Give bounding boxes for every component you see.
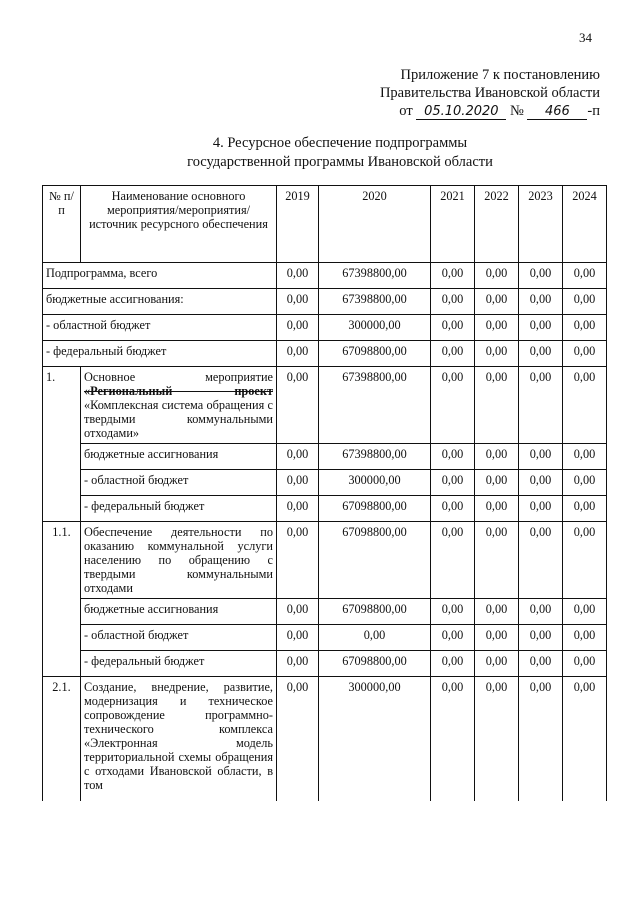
cell-value: 0,00	[431, 599, 475, 625]
cell-value: 0,00	[431, 341, 475, 367]
cell-value: 0,00	[475, 470, 519, 496]
cell-value: 0,00	[475, 315, 519, 341]
cell-value: 0,00	[277, 496, 319, 522]
cell-value: 0,00	[431, 367, 475, 444]
cell-value: 0,00	[563, 651, 607, 677]
cell-value: 0,00	[431, 263, 475, 289]
cell-value: 67098800,00	[319, 599, 431, 625]
cell-value: 0,00	[277, 367, 319, 444]
row-index: 1.1.	[43, 522, 81, 677]
cell-value: 0,00	[431, 315, 475, 341]
cell-value: 0,00	[475, 677, 519, 802]
cell-value: 0,00	[277, 470, 319, 496]
cell-value: 0,00	[475, 625, 519, 651]
row-label: бюджетные ассигнования	[81, 599, 277, 625]
section-title-line-1: 4. Ресурсное обеспечение подпрограммы	[212, 135, 468, 151]
table-row	[43, 263, 607, 289]
cell-value: 0,00	[519, 289, 563, 315]
cell-value: 0,00	[319, 625, 431, 651]
cell-value: 0,00	[519, 522, 563, 599]
cell-value: 0,00	[431, 496, 475, 522]
cell-value: 300000,00	[319, 315, 431, 341]
cell-value: 0,00	[563, 341, 607, 367]
cell-value: 0,00	[563, 625, 607, 651]
cell-value: 0,00	[475, 496, 519, 522]
cell-value: 67398800,00	[319, 444, 431, 470]
cell-value: 67398800,00	[319, 367, 431, 444]
cell-value: 0,00	[277, 651, 319, 677]
row-label: - федеральный бюджет	[43, 341, 277, 367]
cell-value: 0,00	[563, 496, 607, 522]
cell-value: 0,00	[475, 599, 519, 625]
cell-value: 0,00	[563, 444, 607, 470]
header-year: 2020	[319, 186, 431, 263]
row-label: - областной бюджет	[43, 315, 277, 341]
row-label: Подпрограмма, всего	[43, 263, 277, 289]
appendix-line-3	[300, 102, 600, 120]
cell-value: 0,00	[519, 599, 563, 625]
row-label: - областной бюджет	[81, 625, 277, 651]
table-row	[43, 341, 607, 367]
table-row	[43, 315, 607, 341]
cell-value: 0,00	[475, 341, 519, 367]
cell-value: 0,00	[563, 367, 607, 444]
row-title: Создание, внедрение, развитие, модернизация и техническое сопровождение программно-технического комплекса «Электронная модель территориальной схемы обращения с отходами Ивановской области, в том	[81, 677, 277, 802]
row-index: 1.	[43, 367, 81, 522]
header-year: 2021	[431, 186, 475, 263]
table-row	[43, 599, 607, 625]
cell-value: 0,00	[563, 263, 607, 289]
table-row	[43, 522, 607, 599]
cell-value: 0,00	[519, 625, 563, 651]
cell-value: 0,00	[431, 677, 475, 802]
cell-value: 0,00	[475, 651, 519, 677]
title-rest: «Комплексная система обращения с твердыми коммунальными отходами»	[84, 398, 273, 440]
cell-value: 0,00	[563, 470, 607, 496]
cell-value: 0,00	[277, 444, 319, 470]
cell-value: 0,00	[431, 289, 475, 315]
row-title: Обеспечение деятельности по оказанию коммунальной услуги населению по обращению с твердыми коммунальными отходами	[81, 522, 277, 599]
header-year: 2019	[277, 186, 319, 263]
cell-value: 0,00	[475, 263, 519, 289]
row-label: бюджетные ассигнования	[81, 444, 277, 470]
table-row	[43, 289, 607, 315]
appendix-line-1: Приложение 7 к постановлению	[400, 67, 600, 83]
row-label: - федеральный бюджет	[81, 496, 277, 522]
cell-value: 0,00	[277, 263, 319, 289]
cell-value: 0,00	[519, 677, 563, 802]
table-row	[43, 625, 607, 651]
row-label: бюджетные ассигнования:	[43, 289, 277, 315]
section-title-line-2: государственной программы Ивановской области	[187, 154, 493, 170]
cell-value: 67098800,00	[319, 496, 431, 522]
page-number: 34	[579, 30, 592, 45]
date-prefix: от	[399, 103, 413, 119]
appendix-line-2: Правительства Ивановской области	[379, 85, 600, 101]
row-label: - федеральный бюджет	[81, 651, 277, 677]
header-year: 2023	[519, 186, 563, 263]
title-struck: «Региональный проект	[84, 384, 273, 398]
cell-value: 0,00	[431, 522, 475, 599]
cell-value: 0,00	[519, 315, 563, 341]
cell-value: 0,00	[563, 599, 607, 625]
title-start: Основное мероприятие	[84, 370, 273, 384]
handwritten-date: 05.10.2020	[416, 105, 506, 120]
cell-value: 300000,00	[319, 470, 431, 496]
row-label: - областной бюджет	[81, 470, 277, 496]
cell-value: 0,00	[563, 315, 607, 341]
header-name: Наименование основного мероприятия/мероприятия/ источник ресурсного обеспечения	[81, 186, 277, 263]
cell-value: 0,00	[519, 341, 563, 367]
table-row	[43, 367, 607, 444]
cell-value: 0,00	[277, 677, 319, 802]
table-row	[43, 444, 607, 470]
cell-value: 0,00	[431, 444, 475, 470]
table-header-row	[43, 186, 607, 263]
table-row	[43, 496, 607, 522]
cell-value: 67098800,00	[319, 651, 431, 677]
appendix-header	[300, 66, 600, 120]
cell-value: 67098800,00	[319, 522, 431, 599]
cell-value: 0,00	[519, 496, 563, 522]
cell-value: 67098800,00	[319, 341, 431, 367]
row-index: 2.1.	[43, 677, 81, 802]
cell-value: 0,00	[519, 367, 563, 444]
table-row	[43, 677, 607, 802]
table-row	[43, 470, 607, 496]
cell-value: 300000,00	[319, 677, 431, 802]
handwritten-number: 466	[527, 105, 587, 120]
cell-value: 0,00	[431, 470, 475, 496]
cell-value: 67398800,00	[319, 289, 431, 315]
cell-value: 0,00	[277, 315, 319, 341]
cell-value: 0,00	[519, 444, 563, 470]
cell-value: 0,00	[563, 677, 607, 802]
cell-value: 0,00	[431, 625, 475, 651]
section-title	[40, 134, 640, 172]
number-prefix: №	[509, 103, 524, 119]
cell-value: 0,00	[563, 289, 607, 315]
cell-value: 0,00	[277, 599, 319, 625]
cell-value: 0,00	[277, 625, 319, 651]
cell-value: 0,00	[519, 651, 563, 677]
table-row	[43, 651, 607, 677]
row-title	[81, 367, 277, 444]
cell-value: 0,00	[519, 470, 563, 496]
cell-value: 0,00	[475, 289, 519, 315]
cell-value: 0,00	[563, 522, 607, 599]
header-year: 2022	[475, 186, 519, 263]
cell-value: 0,00	[475, 367, 519, 444]
header-year: 2024	[563, 186, 607, 263]
number-suffix: -п	[587, 103, 600, 119]
cell-value: 0,00	[277, 522, 319, 599]
cell-value: 0,00	[519, 263, 563, 289]
cell-value: 0,00	[431, 651, 475, 677]
cell-value: 0,00	[277, 289, 319, 315]
cell-value: 0,00	[475, 444, 519, 470]
header-num: № п/п	[43, 186, 81, 263]
resource-table	[42, 185, 607, 801]
cell-value: 0,00	[475, 522, 519, 599]
cell-value: 0,00	[277, 341, 319, 367]
cell-value: 67398800,00	[319, 263, 431, 289]
